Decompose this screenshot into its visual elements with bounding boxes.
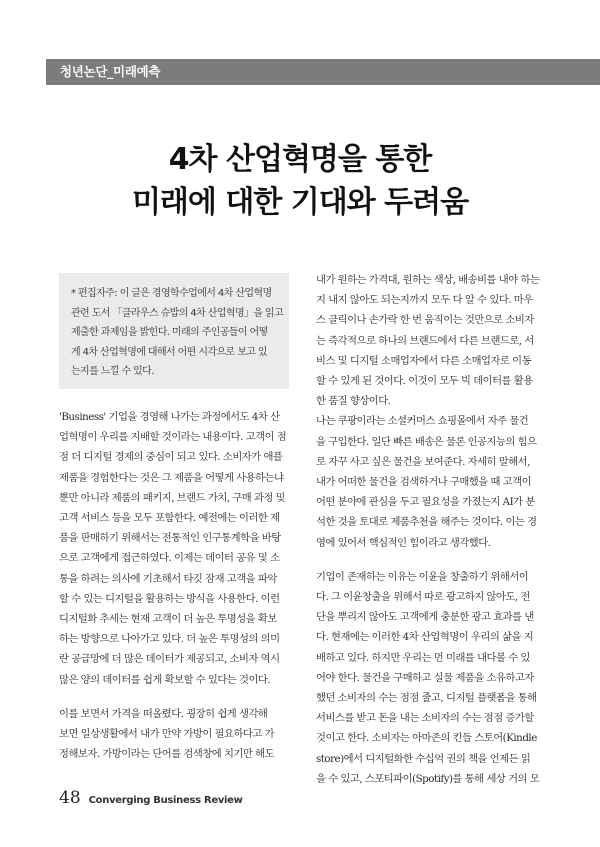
body-line: 점 더 디지털 경제의 중심이 되고 있다. 소비자가 애플 bbox=[59, 451, 283, 464]
body-line: 고객 서비스 등을 모두 포함한다. 예전에는 이러한 제 bbox=[59, 512, 280, 525]
section-header-bar bbox=[46, 59, 600, 85]
editor-note-line: 는지를 느낄 수 있다. bbox=[71, 366, 154, 378]
body-line: 것이고 한다. 소비자는 아마존의 킨들 스토어(Kindle bbox=[316, 732, 537, 745]
article-title bbox=[0, 138, 600, 224]
body-paragraph bbox=[316, 411, 549, 552]
body-line: 비스 및 디지털 소매업자에서 다른 소매업자로 이동 bbox=[316, 354, 532, 367]
body-line: 하는 방향으로 나아가고 있다. 더 높은 투명성의 의미 bbox=[59, 633, 280, 646]
article-title-line: 미래에 대한 기대와 두려움 bbox=[131, 185, 469, 220]
editor-note-text bbox=[71, 284, 284, 382]
body-paragraph bbox=[59, 704, 289, 765]
body-line: 기업이 존재하는 이유는 이윤을 창출하기 위해서이 bbox=[316, 570, 529, 583]
body-line: 한 품질 향상이다. bbox=[316, 395, 391, 408]
body-line: 지 내지 않아도 되는지까지 모두 다 알 수 있다. 마우 bbox=[316, 294, 533, 307]
body-line: 는 즉각적으로 하나의 브랜드에서 다른 브랜드로, 서 bbox=[316, 334, 534, 347]
body-line: 을 구입한다. 일단 빠른 배송은 물론 인공지능의 힘으 bbox=[316, 435, 537, 448]
body-line: 다. 그 이윤창출을 위해서 따로 광고하지 않아도, 전 bbox=[316, 591, 530, 604]
body-line: 보면 일상생활에서 내가 만약 가방이 필요하다고 가 bbox=[59, 728, 275, 741]
body-line: 서비스를 받고 돈을 내는 소비자의 수는 점점 증가할 bbox=[316, 712, 534, 725]
body-line: 이를 보면서 가격을 떠올렸다. 굉장히 쉽게 생각해 bbox=[59, 707, 268, 720]
body-line: 스 클릭이나 손가락 한 번 움직이는 것만으로 소비자 bbox=[316, 314, 534, 327]
body-line: 내가 어떠한 물건을 검색하거나 구매했을 때 고객이 bbox=[316, 476, 532, 489]
body-line: 통을 하려는 의사에 기초해서 타깃 잠재 고객을 파악 bbox=[59, 572, 277, 585]
body-line: 뿐만 아니라 제품의 패키지, 브랜드 가치, 구매 과정 및 bbox=[59, 491, 286, 504]
editor-note-line: * 편집자주: 이 글은 경영학수업에서 4차 산업혁명 bbox=[71, 288, 272, 299]
body-line: 나는 쿠팡이라는 소셜커머스 쇼핑몰에서 자주 물건 bbox=[316, 415, 529, 428]
editor-note-box bbox=[59, 273, 289, 389]
body-line: 품을 판매하기 위해서는 전통적인 인구통계학을 바탕 bbox=[59, 532, 281, 545]
right-text-column bbox=[316, 270, 549, 789]
body-line: 제품을 경험한다는 것은 그 제품을 어떻게 사용하는냐 bbox=[59, 471, 284, 484]
body-line: 다. 현재에는 이러한 4차 산업혁명이 우리의 삶을 지 bbox=[316, 631, 534, 644]
body-line: 영에 있어서 핵심적인 힘이라고 생각했다. bbox=[316, 536, 491, 549]
body-line: 단을 뿌리지 않아도 고객에게 충분한 광고 효과를 낸 bbox=[316, 611, 534, 624]
body-line: 디지털화 추세는 현재 고객이 더 높은 투명성을 확보 bbox=[59, 613, 277, 626]
editor-note-line: 제출한 과제임을 밝힌다. 미래의 주인공들이 어떻 bbox=[71, 327, 268, 339]
page-footer bbox=[59, 788, 243, 808]
body-paragraph bbox=[59, 407, 289, 690]
body-line: 했던 소비자의 수는 점점 줄고, 디지털 플랫폼을 통해 bbox=[316, 692, 537, 705]
article-title-line: 4차 산업혁명을 통한 bbox=[168, 142, 432, 177]
left-text-column bbox=[59, 407, 289, 764]
body-line: 어떤 분야에 관심을 두고 필요성을 가졌는지 AI가 분 bbox=[316, 496, 535, 509]
page-number: 48 bbox=[59, 788, 81, 808]
body-paragraph bbox=[316, 270, 549, 411]
section-label: 청년논단_미래예측 bbox=[60, 64, 161, 79]
body-line: 할 수 있게 된 것이다. 이것이 모두 빅 데이터를 활용 bbox=[316, 375, 533, 388]
body-line: 석한 것을 토대로 제품추천을 해주는 것이다. 이는 경 bbox=[316, 516, 537, 529]
body-paragraph bbox=[316, 567, 549, 789]
body-line: 란 공급망에 더 많은 데이터가 제공되고, 소비자 역시 bbox=[59, 653, 280, 666]
body-line: 많은 양의 데이터를 쉽게 확보할 수 있다는 것이다. bbox=[59, 673, 271, 686]
editor-note-line: 관련 도서 「클라우스 슈밥의 4차 산업혁명」을 읽고 bbox=[71, 307, 284, 319]
body-line: 정해보자. 가방이라는 단어를 검색창에 치기만 해도 bbox=[59, 748, 275, 761]
body-line: 할 수 있는 디지털을 활용하는 방식을 사용한다. 이런 bbox=[59, 592, 280, 605]
body-line: 배하고 있다. 하지만 우리는 먼 미래를 내다볼 수 있 bbox=[316, 651, 530, 664]
body-line: 'Business' 기업을 경영해 나가는 과정에서도 4차 산 bbox=[59, 411, 280, 423]
body-line: 업혁명이 우리를 지배할 것이라는 내용이다. 고객이 점 bbox=[59, 431, 287, 444]
body-line: 어야 한다. 물건을 구매하고 실물 제품을 소유하고자 bbox=[316, 671, 534, 684]
editor-note-line: 게 4차 산업혁명에 대해서 어떤 시각으로 보고 있 bbox=[71, 346, 267, 358]
body-line: 을 수 있고, 스포티파이(Spotify)를 통해 세상 거의 모 bbox=[316, 772, 540, 785]
body-line: 내가 원하는 가격대, 원하는 색상, 배송비를 내야 하는 bbox=[316, 274, 540, 286]
body-line: 로 자꾸 사고 싶은 물건을 보여준다. 자세히 말해서, bbox=[316, 455, 530, 468]
body-line: store)에서 디지털화한 수십억 권의 책을 언제든 읽 bbox=[316, 752, 531, 765]
publication-name: Converging Business Review bbox=[88, 795, 243, 806]
body-line: 으로 고객에게 접근하였다. 이제는 데이터 공유 및 소 bbox=[59, 552, 280, 565]
